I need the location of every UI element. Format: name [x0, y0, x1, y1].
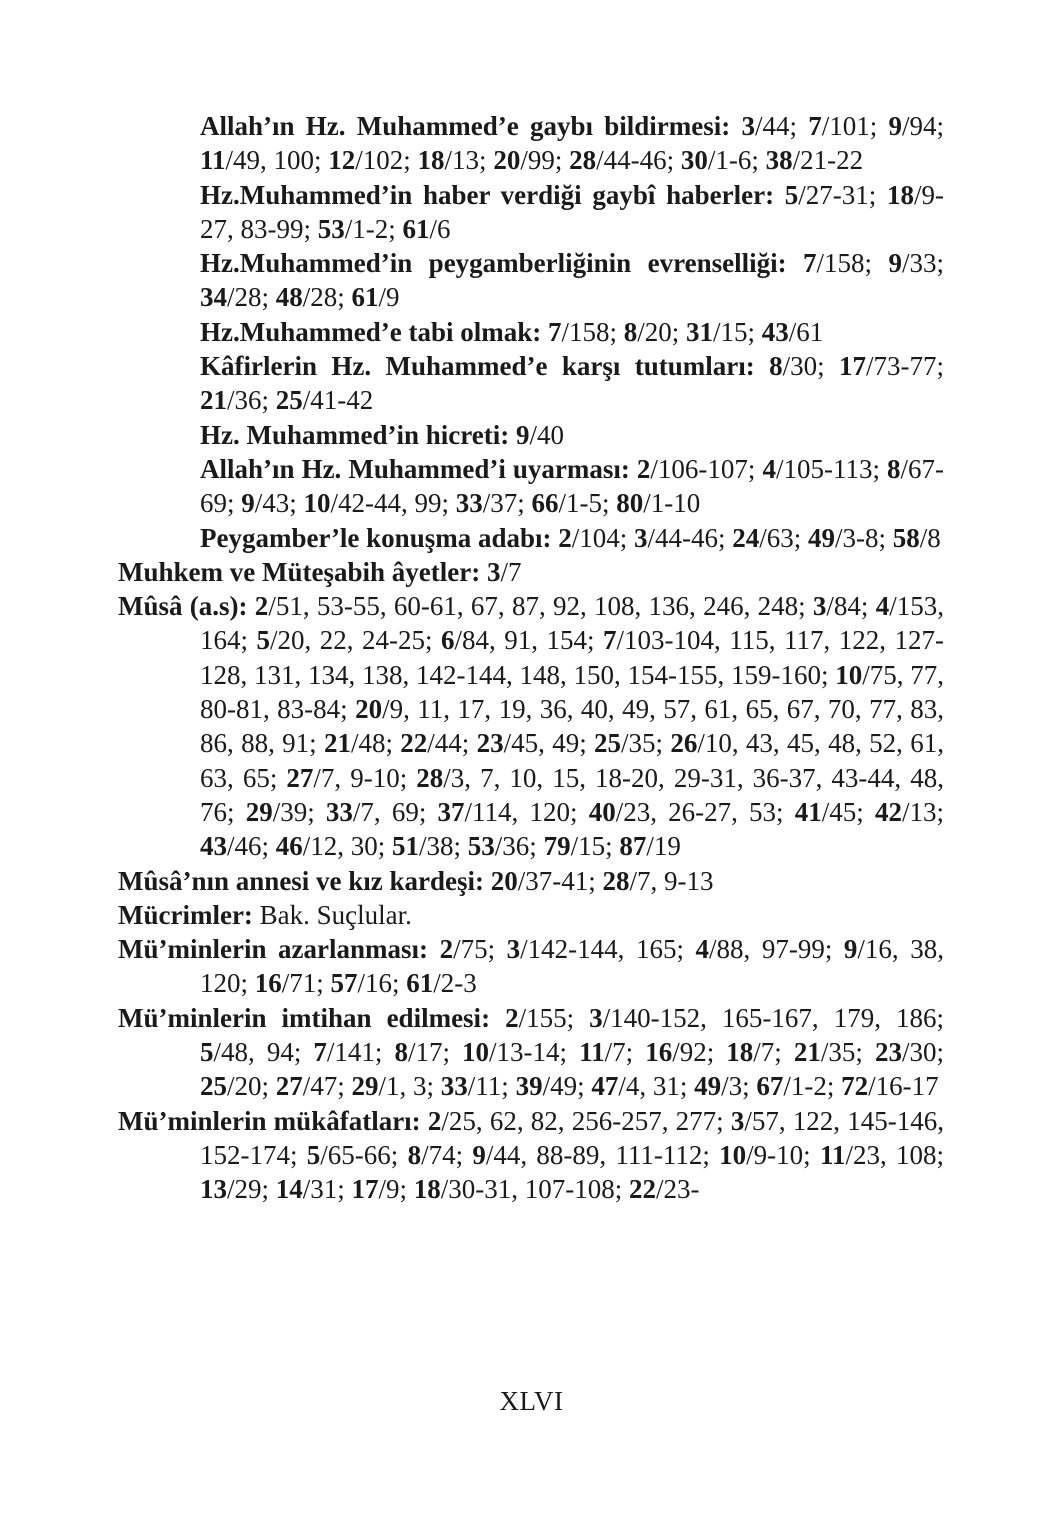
- entry-bold-text: 8: [887, 453, 901, 484]
- entry-text: /141;: [326, 1037, 395, 1068]
- entry-bold-text: 51: [392, 831, 420, 862]
- entry-bold-text: 3: [730, 1105, 745, 1136]
- entry-bold-text: 30: [680, 145, 708, 176]
- entry-text: /75, 77, 80-81, 83-84;: [200, 659, 944, 725]
- entry-bold-text: 33: [325, 796, 353, 827]
- entry-text: /49, 100;: [225, 145, 329, 176]
- entry-text: /7;: [753, 1037, 794, 1068]
- entry-bold-text: 49: [808, 522, 836, 553]
- entry-bold-text: 43: [761, 316, 789, 347]
- entry-bold-text: 21: [793, 1037, 821, 1068]
- entry-text: /10, 43, 45, 48, 52, 61, 63, 65;: [200, 728, 944, 793]
- entry-bold-text: 61: [351, 282, 379, 313]
- entry-bold-text: 3: [634, 522, 648, 553]
- index-subentry: [118, 315, 944, 349]
- entry-text: /103-104, 115, 117, 122, 127-128, 131, 134, 138, 142-144, 148, 150, 154-155, 159-160;: [200, 625, 944, 690]
- entry-bold-text: 25: [275, 385, 303, 416]
- entry-text: /38;: [419, 831, 468, 862]
- entry-bold-text: Peygamber’le konuşma adabı: 2: [200, 522, 572, 553]
- entry-text: /39;: [272, 796, 326, 827]
- entry-text: /106-107;: [650, 453, 763, 484]
- entry-bold-text: 3: [589, 1002, 603, 1033]
- entry-bold-text: 20: [355, 694, 383, 725]
- entry-text: /3;: [721, 1071, 757, 1102]
- entry-text: /28;: [227, 282, 276, 313]
- entry-bold-text: 34: [200, 282, 227, 313]
- entry-text: /16;: [357, 968, 407, 999]
- entry-bold-text: 5: [256, 625, 271, 656]
- index-subentry: [118, 452, 944, 521]
- entry-text: /104;: [571, 522, 635, 553]
- entry-bold-text: 43: [200, 831, 227, 862]
- entry-bold-text: 79: [543, 831, 571, 862]
- entry-text: /9-27, 83-99;: [200, 179, 944, 244]
- entry-text: /44-46;: [647, 522, 733, 553]
- entry-bold-text: 53: [467, 831, 495, 862]
- entry-bold-text: 17: [838, 351, 866, 382]
- entry-text: /1-10: [643, 488, 701, 519]
- entry-text: /16, 38, 120;: [200, 934, 944, 999]
- entry-text: /158;: [816, 248, 889, 279]
- entry-text: /41-42: [302, 385, 374, 416]
- entry-text: /114, 120;: [464, 796, 589, 827]
- entry-bold-text: Muhkem ve Müteşabih âyetler: 3: [118, 556, 501, 587]
- index-entry: [118, 1104, 944, 1207]
- entry-text: /2-3: [433, 968, 477, 999]
- entry-bold-text: 29: [351, 1071, 379, 1102]
- entry-text: /45;: [821, 796, 875, 827]
- entry-text: /73-77;: [865, 351, 944, 382]
- entry-text: /40: [529, 419, 564, 450]
- entry-text: /61: [788, 316, 824, 347]
- index-page: [118, 109, 944, 1207]
- entry-bold-text: 9: [888, 111, 902, 141]
- entry-bold-text: 31: [686, 316, 713, 347]
- entry-text: /48, 94;: [213, 1037, 314, 1068]
- entry-bold-text: 11: [819, 1139, 846, 1170]
- entry-text: /92;: [672, 1037, 727, 1068]
- entry-bold-text: 13: [200, 1174, 227, 1205]
- entry-bold-text: 5: [306, 1139, 321, 1170]
- entry-bold-text: 14: [275, 1174, 303, 1205]
- entry-text: /49;: [542, 1071, 592, 1102]
- entry-text: Bak. Suçlular.: [252, 899, 412, 930]
- entry-bold-text: 25: [594, 728, 622, 759]
- entry-text: /15;: [713, 316, 762, 347]
- entry-text: /13-14;: [489, 1037, 580, 1068]
- entry-bold-text: 8: [407, 1139, 422, 1170]
- entry-text: /74;: [421, 1139, 473, 1170]
- entry-text: /1-2;: [783, 1071, 842, 1102]
- entry-bold-text: 28: [569, 145, 597, 176]
- entry-bold-text: 7: [603, 625, 617, 656]
- entry-bold-text: 10: [462, 1037, 490, 1068]
- entry-text: /7, 69;: [352, 796, 438, 827]
- entry-bold-text: Mûsâ (a.s): 2: [118, 591, 269, 622]
- entry-bold-text: 61: [402, 213, 430, 244]
- entry-bold-text: Mücrimler:: [118, 899, 253, 930]
- entry-text: /102;: [355, 145, 418, 176]
- entry-text: /36;: [227, 385, 276, 416]
- entry-bold-text: 11: [200, 145, 226, 176]
- entry-text: /94;: [901, 111, 944, 141]
- entry-text: /16-17: [868, 1071, 939, 1102]
- entry-bold-text: Allah’ın Hz. Muhammed’i uyarması: 2: [200, 453, 651, 484]
- entry-bold-text: 11: [579, 1037, 605, 1068]
- entry-text: /7, 9-13: [629, 865, 714, 896]
- entry-bold-text: 10: [835, 659, 863, 690]
- entry-text: /37-41;: [517, 865, 603, 896]
- entry-bold-text: 27: [286, 762, 314, 793]
- index-subentry: [118, 418, 944, 452]
- entry-text: /9;: [378, 1174, 414, 1205]
- entry-bold-text: 3: [506, 934, 521, 965]
- entry-bold-text: Hz. Muhammed’in hicreti: 9: [200, 419, 530, 450]
- entry-bold-text: 7: [313, 1037, 327, 1068]
- entry-text: /19: [646, 831, 681, 862]
- entry-text: /36;: [494, 831, 544, 862]
- entry-bold-text: 48: [275, 282, 303, 313]
- entry-text: /35;: [621, 728, 671, 759]
- entry-bold-text: 7: [808, 111, 822, 141]
- entry-bold-text: Mü’minlerin mükâfatları: 2: [118, 1105, 442, 1136]
- entry-bold-text: 5: [200, 1037, 214, 1068]
- entry-bold-text: 8: [394, 1037, 408, 1068]
- entry-bold-text: 22: [629, 1174, 657, 1205]
- entry-bold-text: Mûsâ’nın annesi ve kız kardeşi: 20: [118, 865, 518, 896]
- entry-text: /13;: [901, 796, 944, 827]
- entry-text: /44;: [427, 728, 477, 759]
- entry-bold-text: Allah’ın Hz. Muhammed’e gaybı bildirmesi: 3: [200, 111, 755, 141]
- index-subentry: [118, 349, 944, 418]
- entry-bold-text: 18: [726, 1037, 754, 1068]
- entry-bold-text: 53: [317, 213, 345, 244]
- entry-bold-text: 61: [406, 968, 434, 999]
- entry-text: /1-2;: [344, 213, 403, 244]
- entry-text: /1, 3;: [378, 1071, 441, 1102]
- entry-text: /7;: [604, 1037, 646, 1068]
- index-subentry: [118, 246, 944, 315]
- entry-text: /1-6;: [707, 145, 766, 176]
- entry-text: /23, 108;: [845, 1139, 944, 1170]
- entry-bold-text: 26: [670, 728, 698, 759]
- entry-text: /44;: [754, 111, 809, 141]
- entry-text: /6: [429, 213, 451, 244]
- entry-bold-text: 6: [441, 625, 455, 656]
- entry-text: /11;: [467, 1071, 516, 1102]
- entry-text: /30;: [782, 351, 839, 382]
- entry-text: /71;: [281, 968, 331, 999]
- entry-bold-text: 18: [417, 145, 445, 176]
- entry-bold-text: 29: [245, 796, 273, 827]
- entry-text: /105-113;: [775, 453, 888, 484]
- entry-bold-text: 16: [645, 1037, 673, 1068]
- entry-bold-text: 47: [591, 1071, 619, 1102]
- entry-text: /47;: [302, 1071, 352, 1102]
- entry-text: /25, 62, 82, 256-257, 277;: [441, 1105, 731, 1136]
- entry-bold-text: 80: [616, 488, 644, 519]
- entry-bold-text: 87: [619, 831, 647, 862]
- entry-bold-text: 58: [892, 522, 920, 553]
- index-subentry: [118, 178, 944, 247]
- entry-bold-text: Kâfirlerin Hz. Muhammed’e karşı tutumları: 8: [200, 351, 783, 382]
- entry-bold-text: 39: [515, 1071, 543, 1102]
- entry-bold-text: 23: [476, 728, 504, 759]
- entry-text: /7: [500, 556, 522, 587]
- entry-bold-text: 67: [756, 1071, 784, 1102]
- entry-text: /9-10;: [746, 1139, 820, 1170]
- entry-text: /75;: [453, 934, 507, 965]
- entry-text: /9: [378, 282, 400, 313]
- entry-text: /17;: [407, 1037, 463, 1068]
- entry-bold-text: 27: [275, 1071, 303, 1102]
- entry-text: /84;: [826, 591, 876, 622]
- entry-bold-text: 41: [794, 796, 822, 827]
- page-number: XLVI: [499, 1386, 564, 1416]
- entry-text: /13;: [444, 145, 494, 176]
- entry-bold-text: 16: [254, 968, 282, 999]
- entry-text: /21-22: [792, 145, 864, 176]
- entry-bold-text: 37: [437, 796, 465, 827]
- index-entry: [118, 898, 944, 932]
- entry-bold-text: 21: [323, 728, 351, 759]
- entry-text: /44, 88-89, 111-112;: [485, 1139, 720, 1170]
- entry-bold-text: 40: [588, 796, 616, 827]
- entry-text: /12, 30;: [302, 831, 393, 862]
- entry-text: /48;: [350, 728, 401, 759]
- entry-text: /4, 31;: [618, 1071, 695, 1102]
- entry-text: /101;: [821, 111, 889, 141]
- entry-bold-text: 4: [695, 934, 710, 965]
- entry-bold-text: 33: [455, 488, 483, 519]
- entry-bold-text: 23: [874, 1037, 902, 1068]
- entry-text: /153, 164;: [200, 591, 944, 656]
- entry-bold-text: 9: [472, 1139, 486, 1170]
- entry-bold-text: Mü’minlerin azarlanması: 2: [118, 934, 454, 965]
- entry-text: /155;: [518, 1002, 590, 1033]
- entry-text: /20;: [637, 316, 686, 347]
- entry-bold-text: 10: [303, 488, 331, 519]
- entry-text: /3-8;: [835, 522, 893, 553]
- entry-bold-text: Hz.Muhammed’in peygamberliğinin evrenselliği: 7: [200, 248, 817, 279]
- entry-text: /43;: [254, 488, 304, 519]
- entry-text: /51, 53-55, 60-61, 67, 87, 92, 108, 136, 246, 248;: [268, 591, 813, 622]
- entry-text: /7, 9-10;: [313, 762, 417, 793]
- entry-bold-text: 24: [732, 522, 760, 553]
- entry-bold-text: 4: [762, 453, 776, 484]
- entry-bold-text: 9: [241, 488, 255, 519]
- index-entry: [118, 589, 944, 863]
- entry-text: /88, 97-99;: [709, 934, 844, 965]
- entry-text: /23-: [656, 1174, 700, 1205]
- entry-text: /44-46;: [596, 145, 681, 176]
- index-entry: [118, 555, 944, 589]
- entry-text: /84, 91, 154;: [454, 625, 604, 656]
- entry-text: /65-66;: [320, 1139, 408, 1170]
- entry-bold-text: 20: [493, 145, 521, 176]
- entry-text: /31;: [302, 1174, 352, 1205]
- entry-bold-text: 9: [843, 934, 858, 965]
- entry-text: /29;: [227, 1174, 276, 1205]
- entry-bold-text: 21: [200, 385, 227, 416]
- entry-text: /42-44, 99;: [330, 488, 456, 519]
- entry-text: /27-31;: [798, 179, 887, 210]
- entry-bold-text: 46: [275, 831, 303, 862]
- entry-bold-text: 33: [440, 1071, 468, 1102]
- entry-bold-text: 72: [841, 1071, 869, 1102]
- entry-text: /35;: [820, 1037, 875, 1068]
- entry-bold-text: 38: [765, 145, 793, 176]
- entry-bold-text: 28: [416, 762, 444, 793]
- entry-text: /15;: [570, 831, 620, 862]
- index-entry: [118, 864, 944, 898]
- entry-bold-text: 18: [887, 179, 914, 210]
- entry-bold-text: 49: [694, 1071, 722, 1102]
- entry-text: /46;: [227, 831, 276, 862]
- entry-bold-text: 10: [719, 1139, 747, 1170]
- entry-bold-text: 3: [812, 591, 827, 622]
- entry-bold-text: 28: [602, 865, 630, 896]
- entry-bold-text: 9: [888, 248, 902, 279]
- entry-bold-text: 17: [351, 1174, 379, 1205]
- entry-text: /45, 49;: [503, 728, 595, 759]
- entry-bold-text: 18: [413, 1174, 441, 1205]
- entry-bold-text: Mü’minlerin imtihan edilmesi: 2: [118, 1002, 519, 1033]
- entry-text: /9, 11, 17, 19, 36, 40, 49, 57, 61, 65, 67, 70, 77, 83, 86, 88, 91;: [200, 694, 945, 759]
- entry-bold-text: 8: [623, 316, 638, 347]
- index-subentry: [118, 521, 944, 555]
- entry-text: /20;: [227, 1071, 276, 1102]
- entry-text: /140-152, 165-167, 179, 186;: [602, 1002, 944, 1033]
- entry-text: /37;: [482, 488, 532, 519]
- entry-text: /8: [919, 522, 941, 553]
- index-entries: [118, 109, 944, 1207]
- entry-text: /1-5;: [558, 488, 617, 519]
- index-entry: [118, 932, 944, 1001]
- entry-text: /33;: [901, 248, 944, 279]
- entry-text: /23, 26-27, 53;: [615, 796, 795, 827]
- entry-bold-text: 42: [874, 796, 902, 827]
- entry-text: /99;: [520, 145, 570, 176]
- entry-text: /67-69;: [200, 453, 945, 519]
- entry-bold-text: 57: [330, 968, 358, 999]
- entry-bold-text: 12: [328, 145, 356, 176]
- index-entry: [118, 1001, 944, 1104]
- entry-bold-text: 66: [531, 488, 559, 519]
- entry-bold-text: Hz.Muhammed’e tabi olmak: 7: [200, 316, 562, 347]
- entry-bold-text: 22: [400, 728, 428, 759]
- entry-text: /30-31, 107-108;: [440, 1174, 630, 1205]
- entry-text: /142-144, 165;: [520, 934, 696, 965]
- entry-text: /57, 122, 145-146, 152-174;: [200, 1105, 944, 1170]
- entry-bold-text: 25: [200, 1071, 227, 1102]
- entry-bold-text: 4: [875, 591, 890, 622]
- entry-text: /3, 7, 10, 15, 18-20, 29-31, 36-37, 43-44, 48, 76;: [200, 762, 944, 827]
- entry-text: /158;: [561, 316, 624, 347]
- entry-bold-text: Hz.Muhammed’in haber verdiği gaybî haberler: 5: [200, 179, 799, 210]
- entry-text: /28;: [302, 282, 352, 313]
- entry-text: /20, 22, 24-25;: [270, 625, 442, 656]
- index-subentry: [118, 109, 944, 178]
- entry-text: /63;: [759, 522, 809, 553]
- entry-text: /30;: [901, 1037, 944, 1068]
